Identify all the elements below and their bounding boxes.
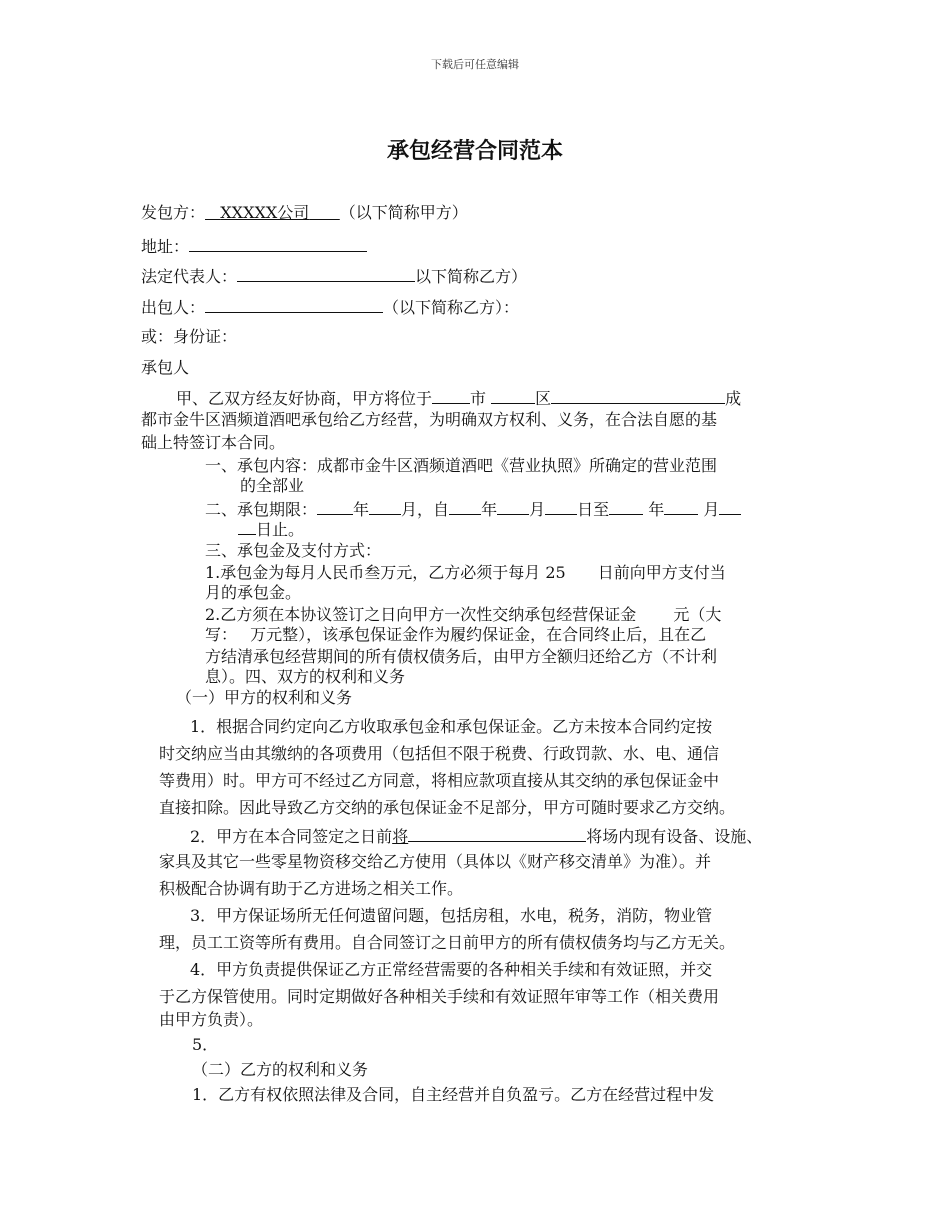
location-blank <box>551 386 725 404</box>
clause-3-p2-line-1: 2.乙方须在本协议签订之日向甲方一次性交纳承包经营保证金 元（大 <box>205 605 722 624</box>
item-2-text: 2．甲方在本合同签定之日前 <box>190 827 393 846</box>
clause-3-title: 三、承包金及支付方式： <box>205 541 382 560</box>
section-a-item-3-line-2: 理，员工工资等所有费用。自合同签订之日前甲方的所有债权债务均与乙方无关。 <box>159 933 736 952</box>
section-a-item-4-line-2: 于乙方保管使用。同时定期做好各种相关手续和有效证照年审等工作（相关费用 <box>159 987 720 1006</box>
contractor-person-label: 承包人 <box>141 358 190 377</box>
section-a-item-2-line-2: 家具及其它一些零星物资移交给乙方使用（具体以《财产移交清单》为准）。并 <box>159 852 712 871</box>
section-a-item-1-line-3: 等费用）时。甲方可不经过乙方同意，将相应款项直接从其交纳的承包保证金中 <box>159 771 720 790</box>
month-blank <box>369 497 401 515</box>
item-2-text-end: 将场内现有设备、设施、 <box>586 827 763 846</box>
clause-3-p2-line-4: 息）。四、双方的权利和义务 <box>205 667 406 686</box>
legal-rep-suffix: 以下简称乙方） <box>415 267 528 286</box>
address-line <box>141 234 367 258</box>
address-label: 地址： <box>141 237 190 256</box>
year-blank <box>317 497 353 515</box>
section-a-item-2-line-1 <box>190 824 762 848</box>
month2-blank <box>497 497 529 515</box>
contractor-blank <box>205 295 383 313</box>
term-end-text: 日止。 <box>256 520 305 539</box>
contractor-line <box>141 295 519 319</box>
month-text: 月 <box>401 500 418 519</box>
clause-3-p2-line-3: 方结清承包经营期间的所有债权债务后，由甲方全额归还给乙方（不计利 <box>205 647 718 666</box>
intro-text-end: 成 <box>725 389 742 408</box>
section-a-item-1-line-1: 1．根据合同约定向乙方收取承包金和承包保证金。乙方未按本合同约定按 <box>190 717 713 736</box>
intro-text: 甲、乙双方经友好协商，甲方将位于 <box>176 389 433 408</box>
address-blank <box>189 234 367 252</box>
item-2-underlined: 将 <box>392 827 409 846</box>
year3-blank <box>609 497 643 515</box>
id-line: 或：身份证： <box>141 327 238 346</box>
section-b-title: （二）乙方的权利和义务 <box>192 1060 369 1079</box>
district-blank <box>491 386 535 404</box>
month2-text: 月 <box>529 500 546 519</box>
contractor-label: 出包人： <box>141 298 206 317</box>
item-2-blank <box>408 824 586 842</box>
year-text: 年 <box>353 500 370 519</box>
party-a-suffix: （以下简称甲方） <box>339 203 468 222</box>
section-a-item-3-line-1: 3．甲方保证场所无任何遗留问题，包括房租，水电，税务，消防，物业管 <box>190 906 713 925</box>
day-blank <box>545 497 577 515</box>
month3-blank <box>664 497 698 515</box>
year2-text: 年 <box>481 500 498 519</box>
section-a-title: （一）甲方的权利和义务 <box>176 688 353 707</box>
section-a-item-4-line-1: 4．甲方负责提供保证乙方正常经营需要的各种相关手续和有效证照，并交 <box>190 960 713 979</box>
year2-blank <box>449 497 481 515</box>
intro-line-3: 础上特签订本合同。 <box>141 433 286 452</box>
day3-blank <box>719 497 741 515</box>
legal-rep-label: 法定代表人： <box>141 267 238 286</box>
party-a-company: XXXXX公司 <box>220 203 310 222</box>
section-a-item-5: 5． <box>192 1035 219 1054</box>
section-a-item-1-line-2: 时交纳应当由其缴纳的各项费用（包括但不限于税费、行政罚款、水、电、通信 <box>159 744 720 763</box>
day3-blank-cont <box>238 517 256 535</box>
clause-3-p1-line-2: 月的承包金。 <box>205 583 302 602</box>
from-text: ，自 <box>417 500 450 519</box>
section-a-item-2-line-3: 积极配合协调有助于乙方进场之相关工作。 <box>159 879 464 898</box>
legal-rep-blank <box>237 264 415 282</box>
term-label: 二、承包期限： <box>205 500 318 519</box>
clause-1-line-2: 的全部业 <box>240 476 305 495</box>
section-b-item-1: 1．乙方有权依照法律及合同，自主经营并自负盈亏。乙方在经营过程中发 <box>192 1085 715 1104</box>
section-a-item-1-line-4: 直接扣除。因此导致乙方交纳的承包保证金不足部分，甲方可随时要求乙方交纳。 <box>159 798 736 817</box>
clause-1-line-1: 一、承包内容：成都市金牛区酒频道酒吧《营业执照》所确定的营业范围 <box>205 456 718 475</box>
intro-line-2: 都市金牛区酒频道酒吧承包给乙方经营，为明确双方权利、义务，在合法自愿的基 <box>141 410 718 429</box>
legal-rep-line <box>141 264 527 288</box>
year3-text: 年 <box>648 500 665 519</box>
party-a-label: 发包方： <box>141 203 206 222</box>
month3-text: 月 <box>703 500 720 519</box>
city-blank <box>432 386 470 404</box>
intro-district: 区 <box>535 389 552 408</box>
intro-city: 市 <box>470 389 487 408</box>
party-a-line <box>141 202 468 224</box>
contractor-suffix: （以下简称乙方）： <box>383 298 520 317</box>
intro-line-1 <box>176 386 741 410</box>
day-to-text: 日至 <box>577 500 610 519</box>
section-a-item-4-line-3: 由甲方负责）。 <box>159 1010 264 1029</box>
clause-2-line-2 <box>238 517 304 541</box>
document-title: 承包经营合同范本 <box>386 139 563 164</box>
page-header: 下载后可任意编辑 <box>431 58 519 71</box>
clause-3-p1-line-1: 1.承包金为每月人民币叁万元，乙方必须于每月 25 日前向甲方支付当 <box>205 563 726 582</box>
clause-3-p2-line-2: 写： 万元整），该承包保证金作为履约保证金，在合同终止后，且在乙 <box>205 625 707 644</box>
